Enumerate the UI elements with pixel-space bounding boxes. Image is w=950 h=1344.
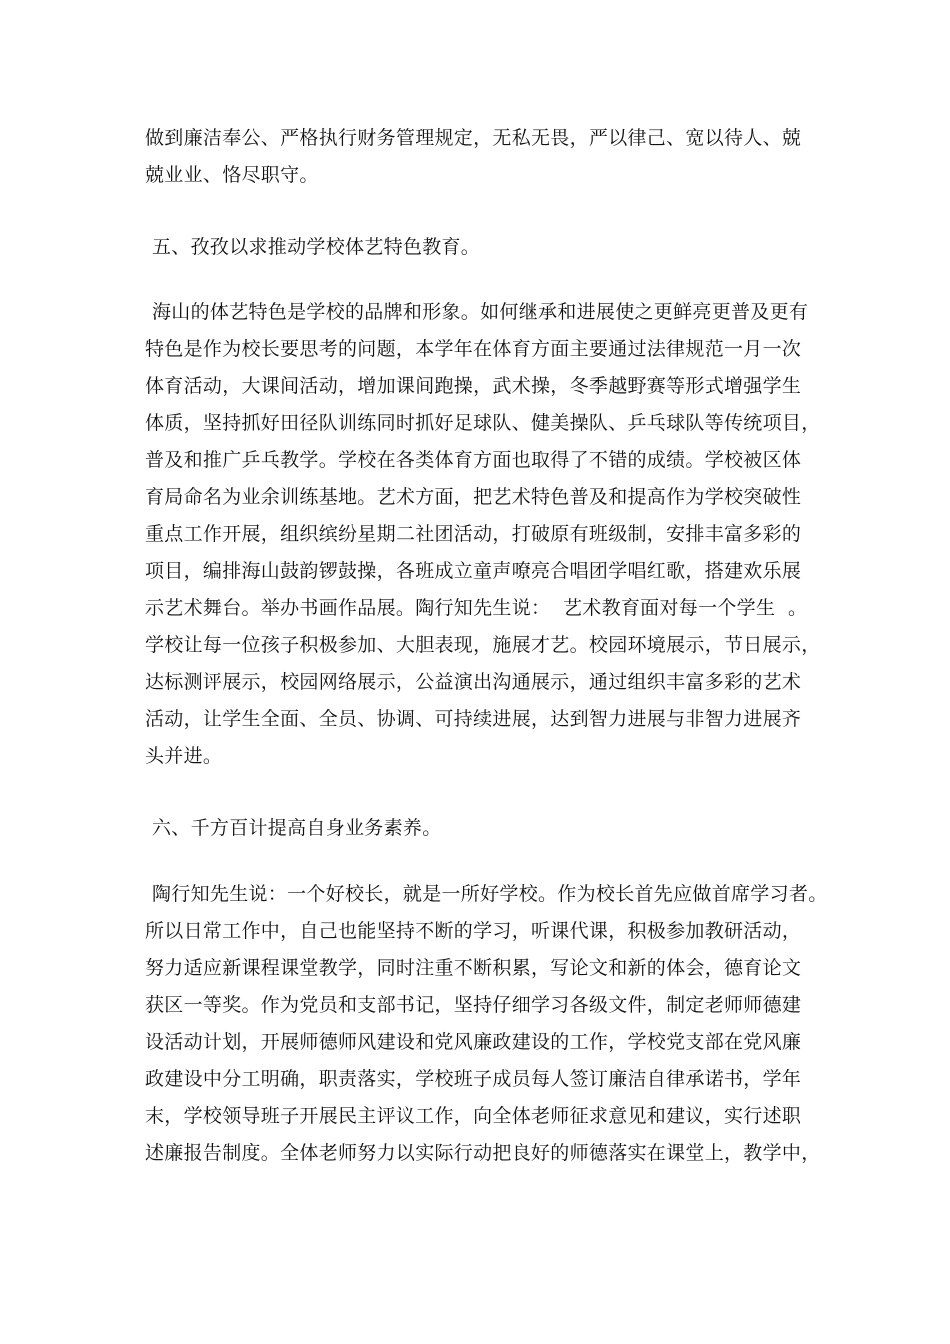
paragraph-2-line-1: 海山的体艺特色是学校的品牌和形象。如何继承和进展使之更鲜亮更普及更有 <box>152 301 809 323</box>
paragraph-2-line-12: 活动，让学生全面、全员、协调、可持续进展，达到智力进展与非智力进展齐 <box>145 708 802 730</box>
paragraph-2-line-2: 特色是作为校长要思考的问题，本学年在体育方面主要通过法律规范一月一次 <box>145 338 802 360</box>
paragraph-2-line-11: 达标测评展示，校园网络展示，公益演出沟通展示，通过组织丰富多彩的艺术 <box>145 671 802 693</box>
paragraph-3-line-5: 设活动计划，开展师德师风建设和党风廉政建设的工作，学校党支部在党风廉 <box>145 1031 802 1053</box>
paragraph-3-line-8: 述廉报告制度。全体老师努力以实际行动把良好的师德落实在课堂上，教学中， <box>145 1142 821 1164</box>
paragraph-3-line-7: 末，学校领导班子开展民主评议工作，向全体老师征求意见和建议，实行述职 <box>145 1105 802 1127</box>
paragraph-1-line-2: 兢业业、恪尽职守。 <box>145 164 319 186</box>
paragraph-3-line-2: 所以日常工作中，自己也能坚持不断的学习，听课代课，积极参加教研活动， <box>145 920 802 942</box>
paragraph-1-line-1: 做到廉洁奉公、严格执行财务管理规定，无私无畏，严以律己、宽以待人、兢 <box>145 127 802 149</box>
paragraph-3-line-3: 努力适应新课程课堂教学，同时注重不断积累，写论文和新的体会，德育论文 <box>145 957 802 979</box>
paragraph-2-line-8: 项目，编排海山鼓韵锣鼓操，各班成立童声嘹亮合唱团学唱红歌，搭建欢乐展 <box>145 560 802 582</box>
paragraph-2-line-4: 体质，坚持抓好田径队训练同时抓好足球队、健美操队、乒乓球队等传统项目， <box>145 412 821 434</box>
paragraph-3-line-6: 政建设中分工明确，职责落实，学校班子成员每人签订廉洁自律承诺书，学年 <box>145 1068 802 1090</box>
section-heading-6: 六、千方百计提高自身业务素养。 <box>152 817 442 839</box>
paragraph-2-line-10: 学校让每一位孩子积极参加、大胆表现，施展才艺。校园环境展示，节日展示， <box>145 634 821 656</box>
paragraph-2-line-3: 体育活动，大课间活动，增加课间跑操，武术操，冬季越野赛等形式增强学生 <box>145 375 802 397</box>
paragraph-2-line-5: 普及和推广乒乓教学。学校在各类体育方面也取得了不错的成绩。学校被区体 <box>145 449 802 471</box>
paragraph-2-line-13: 头并进。 <box>145 745 223 767</box>
paragraph-3-line-4: 获区一等奖。作为党员和支部书记，坚持仔细学习各级文件，制定老师师德建 <box>145 994 802 1016</box>
paragraph-2-line-6: 育局命名为业余训练基地。艺术方面，把艺术特色普及和提高作为学校突破性 <box>145 486 802 508</box>
paragraph-2-line-9: 示艺术舞台。举办书画作品展。陶行知先生说： 艺术教育面对每一个学生 。 <box>145 597 808 619</box>
section-heading-5: 五、孜孜以求推动学校体艺特色教育。 <box>152 236 481 258</box>
paragraph-3-line-1: 陶行知先生说：一个好校长，就是一所好学校。作为校长首先应做首席学习者。 <box>152 883 828 905</box>
paragraph-2-line-7: 重点工作开展，组织缤纷星期二社团活动，打破原有班级制，安排丰富多彩的 <box>145 523 802 545</box>
